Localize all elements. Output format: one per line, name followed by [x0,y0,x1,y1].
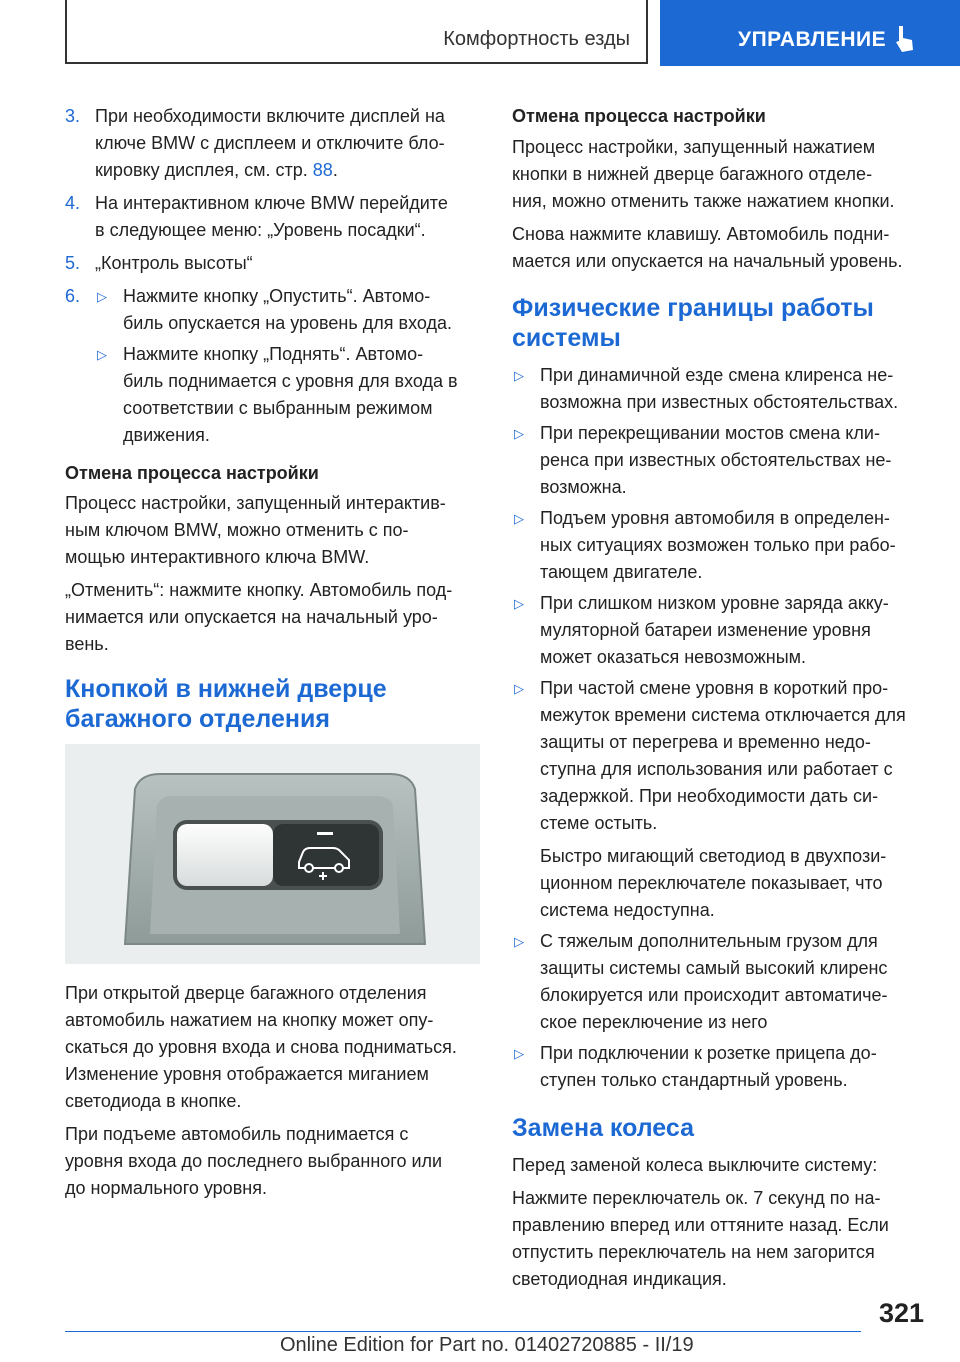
bullet-text: движения. [123,425,210,445]
paragraph-line: до нормального уровня. [65,1178,267,1198]
step-number: 5. [65,253,81,273]
paragraph-line: нимается или опускается на начальный уро- [65,607,438,627]
paragraph-line: вень. [65,634,109,654]
bullet-text: При частой смене уровня в короткий про- [540,678,889,698]
bullet-text: задержкой. При необходимости дать си- [540,786,879,806]
bullet-text: биль опускается на уровень для входа. [123,313,452,333]
bullet-text: При подключении к розетке прицепа до- [540,1043,877,1063]
bullet-text: ступна для использования или работает с [540,759,893,779]
step-text-part: кировку дисплея, см. стр. [95,160,313,180]
paragraph-line: Процесс настройки, запущенный интерактив- [65,493,446,513]
bullet-text: система недоступна. [540,900,715,920]
paragraph-line: При открытой дверце багажного отделения [65,983,427,1003]
paragraph-line: При подъеме автомобиль поднимается с [65,1124,409,1144]
bullet-text: соответствии с выбранным режимом [123,398,433,418]
paragraph-line: уровня входа до последнего выбранного или [65,1151,443,1171]
bullet-text: Нажмите кнопку „Опустить“. Автомо- [123,286,431,306]
paragraph-line: светодиодная индикация. [512,1269,727,1289]
bullet-text: С тяжелым дополнительным грузом для [540,931,878,951]
bullet-text: При перекрещивании мостов смена кли- [540,423,880,443]
paragraph-line: „Отменить“: нажмите кнопку. Автомобиль под- [65,580,453,600]
paragraph-line: отпустить переключатель на нем загорится [512,1242,875,1262]
paragraph-line: светодиода в кнопке. [65,1091,242,1111]
bullet-text: ционном переключателе показывает, что [540,873,883,893]
triangle-right-icon: ▷ [514,596,524,611]
bullet-text: ское переключение из него [540,1012,768,1032]
section-heading: багажного отделения [65,705,330,733]
paragraph-line: Нажмите переключатель ок. 7 секунд по на- [512,1188,881,1208]
paragraph-line: Изменение уровня отображается миганием [65,1064,429,1084]
bullet-text: При слишком низком уровне заряда акку- [540,593,889,613]
hand-pointer-icon [894,24,916,54]
step-text: „Контроль высоты“ [95,253,253,273]
bullet-text: защиты системы самый высокий клиренс [540,958,888,978]
triangle-right-icon: ▷ [514,368,524,383]
step-text: ключе BMW с дисплеем и отключите бло- [95,133,445,153]
step-number: 4. [65,193,81,213]
section-heading: системы [512,324,621,352]
bullet-text: межуток времени система отключается для [540,705,906,725]
tailgate-button-photo [65,744,480,964]
page-number: 321 [878,1298,924,1328]
paragraph-line: мается или опускается на начальный уровень. [512,251,903,271]
triangle-right-icon: ▷ [97,289,107,304]
bullet-text: При динамичной езде смена клиренса не- [540,365,894,385]
bullet-text: Подъем уровня автомобиля в определен- [540,508,890,528]
header-chapter-title: УПРАВЛЕНИЕ [738,28,887,51]
triangle-right-icon: ▷ [97,347,107,362]
paragraph-line: ным ключом BMW, можно отменить с по- [65,520,409,540]
section-heading: Физические границы работы [512,294,874,322]
triangle-right-icon: ▷ [514,1046,524,1061]
bullet-text: Быстро мигающий светодиод в двухпози- [540,846,887,866]
paragraph-line: Снова нажмите клавишу. Автомобиль подни- [512,224,890,244]
paragraph-line: мощью интерактивного ключа BMW. [65,547,370,567]
step-number: 6. [65,286,81,306]
paragraph-line: кнопки в нижней дверце багажного отделе- [512,164,873,184]
page-link[interactable]: 88 [312,160,333,180]
step-text: При необходимости включите дисплей на [95,106,445,126]
header-section-title: Комфортность езды [443,28,630,50]
triangle-right-icon: ▷ [514,511,524,526]
car-lift-icon [65,744,480,964]
paragraph-line: правлению вперед или оттяните назад. Если [512,1215,889,1235]
step-text [95,157,338,184]
step-text-tail: . [332,160,338,180]
header-section [65,0,648,64]
paragraph-line: ния, можно отменить также нажатием кнопки. [512,191,895,211]
bullet-text: муляторной батареи изменение уровня [540,620,871,640]
header-chapter [660,0,960,66]
footer-divider [65,1331,861,1332]
bullet-text: возможна при известных обстоятельствах. [540,392,899,412]
bullet-text: защиты от перегрева и временно недо- [540,732,871,752]
bullet-text: возможна. [540,477,627,497]
step-text: в следующее меню: „Уровень посадки“. [95,220,426,240]
section-heading: Кнопкой в нижней дверце [65,675,387,703]
bullet-text: блокируется или происходит автоматиче- [540,985,888,1005]
subheading: Отмена процесса настройки [512,106,766,126]
paragraph-line: Процесс настройки, запущенный нажатием [512,137,876,157]
bullet-text: Нажмите кнопку „Поднять“. Автомо- [123,344,424,364]
subheading: Отмена процесса настройки [65,463,319,483]
bullet-text: ренса при известных обстоятельствах не- [540,450,892,470]
step-text: На интерактивном ключе BMW перейдите [95,193,448,213]
step-number: 3. [65,106,81,126]
section-heading: Замена колеса [512,1114,694,1142]
paragraph-line: Перед заменой колеса выключите систему: [512,1155,878,1175]
bullet-text: биль поднимается с уровня для входа в [123,371,458,391]
paragraph-line: скаться до уровня входа и снова подниматься. [65,1037,457,1057]
paragraph-line: автомобиль нажатием на кнопку может опу- [65,1010,434,1030]
triangle-right-icon: ▷ [514,681,524,696]
triangle-right-icon: ▷ [514,934,524,949]
triangle-right-icon: ▷ [514,426,524,441]
bullet-text: ных ситуациях возможен только при рабо- [540,535,896,555]
bullet-text: стеме остыть. [540,813,658,833]
bullet-text: может оказаться невозможным. [540,647,807,667]
bullet-text: тающем двигателе. [540,562,703,582]
footer-text: Online Edition for Part no. 01402720885 - II/19 [280,1334,694,1356]
bullet-text: ступен только стандартный уровень. [540,1070,848,1090]
